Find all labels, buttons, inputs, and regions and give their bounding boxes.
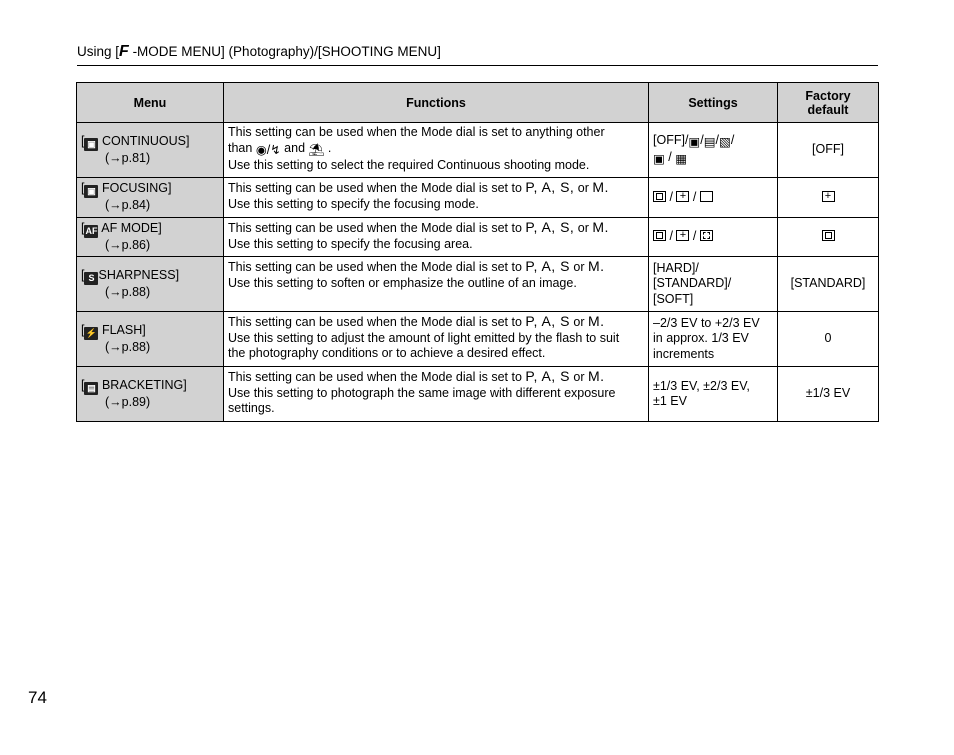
multi-continuous-icon: ▣ xyxy=(653,152,665,166)
page-reference: (→p.84) xyxy=(105,198,151,213)
bracketing-icon: ▤ xyxy=(84,382,98,395)
functions-sharpness: This setting can be used when the Mode dial is set to P, A, S or M. Use this setting to soften or emphasize the outline of an image. xyxy=(224,257,649,312)
functions-focusing: This setting can be used when the Mode dial is set to P, A, S, or M. Use this setting to specify the focusing mode. xyxy=(224,178,649,218)
functions-continuous: This setting can be used when the Mode dial is set to anything other than ◉/↯ and ⛱ . Use this setting to select the required Continuous shooting mode. xyxy=(224,123,649,178)
single-af-icon xyxy=(822,191,835,202)
multi-af-icon xyxy=(676,230,689,241)
col-factory-default: Factory default xyxy=(778,83,879,123)
functions-flash: This setting can be used when the Mode dial is set to P, A, S or M. Use this setting to adjust the amount of light emitted by the flash to suit the photography conditions or to achieve a desired effect. xyxy=(224,312,649,367)
col-settings: Settings xyxy=(649,83,778,123)
page-header xyxy=(77,43,878,66)
functions-af-mode: This setting can be used when the Mode dial is set to P, A, S, or M. Use this setting to specify the focusing area. xyxy=(224,218,649,257)
col-functions: Functions xyxy=(224,83,649,123)
page-number: 74 xyxy=(28,688,47,707)
table-row xyxy=(77,312,879,367)
area-af-icon xyxy=(700,230,713,241)
table-row xyxy=(77,178,879,218)
functions-bracketing: This setting can be used when the Mode dial is set to P, A, S or M. Use this setting to photograph the same image with different exposure settings. xyxy=(224,367,649,422)
settings-bracketing: ±1/3 EV, ±2/3 EV, ±1 EV xyxy=(649,367,778,422)
table-row xyxy=(77,367,879,422)
sharpness-icon: S xyxy=(84,272,98,285)
header-prefix: Using [ xyxy=(77,44,120,59)
table-row xyxy=(77,218,879,257)
factory-continuous: [OFF] xyxy=(778,123,879,178)
single-af-icon xyxy=(676,191,689,202)
manual-focus-icon xyxy=(700,191,713,202)
page-reference: (→p.86) xyxy=(105,237,151,252)
menu-flash: [⚡ FLASH] (→p.88) xyxy=(77,312,224,367)
menu-focusing: [ ▣ FOCUSING] (→p.84) xyxy=(77,178,224,218)
continuous-icon: ▣ xyxy=(84,138,98,151)
focusing-icon: ▣ xyxy=(84,185,98,198)
menu-sharpness: [ S SHARPNESS] (→p.88) xyxy=(77,257,224,312)
center-af-icon xyxy=(822,230,835,241)
night-scene-mode-icon: ⛱ xyxy=(308,142,325,157)
settings-focusing: / + / xyxy=(649,178,778,218)
portrait-sport-mode-icon: ◉/↯ xyxy=(255,142,281,157)
table-header-row xyxy=(77,83,879,123)
factory-af-mode xyxy=(778,218,879,257)
af-mode-icon: AF xyxy=(85,225,98,236)
f-mode-icon: F xyxy=(119,43,129,60)
settings-continuous: [OFF]/▣/▤/▧/ ▣ / ▦ xyxy=(649,123,778,178)
high-speed-continuous-icon: ▦ xyxy=(675,152,688,166)
page-reference: (→p.88) xyxy=(105,339,151,354)
settings-sharpness: [HARD]/ [STANDARD]/ [SOFT] xyxy=(649,257,778,312)
shooting-menu-table xyxy=(76,82,879,422)
top-5-frames-icon: ▣ xyxy=(688,134,701,149)
menu-continuous: [ ▣ CONTINUOUS] (→p.81) xyxy=(77,123,224,178)
page-reference: (→p.88) xyxy=(105,284,151,299)
factory-sharpness: [STANDARD] xyxy=(778,257,879,312)
menu-bracketing: [ ▤ BRACKETING] (→p.89) xyxy=(77,367,224,422)
page-reference: (→p.81) xyxy=(105,150,151,165)
settings-af-mode: / + / xyxy=(649,218,778,257)
header-suffix: -MODE MENU] (Photography)/[SHOOTING MENU] xyxy=(128,44,441,59)
final-5-frames-icon: ▧ xyxy=(719,134,731,149)
menu-af-mode: [AF AF MODE] (→p.86) xyxy=(77,218,224,257)
factory-flash: 0 xyxy=(778,312,879,367)
col-menu: Menu xyxy=(77,83,224,123)
factory-bracketing: ±1/3 EV xyxy=(778,367,879,422)
table-row xyxy=(77,257,879,312)
page-reference: (→p.89) xyxy=(105,394,151,409)
settings-flash: –2/3 EV to +2/3 EV in approx. 1/3 EV increments xyxy=(649,312,778,367)
flash-icon: ⚡ xyxy=(85,327,98,338)
center-af-icon xyxy=(653,230,666,241)
table-row xyxy=(77,123,879,178)
factory-focusing xyxy=(778,178,879,218)
auto-bracketing-icon: ▤ xyxy=(703,134,716,149)
continuous-af-icon xyxy=(653,191,666,202)
